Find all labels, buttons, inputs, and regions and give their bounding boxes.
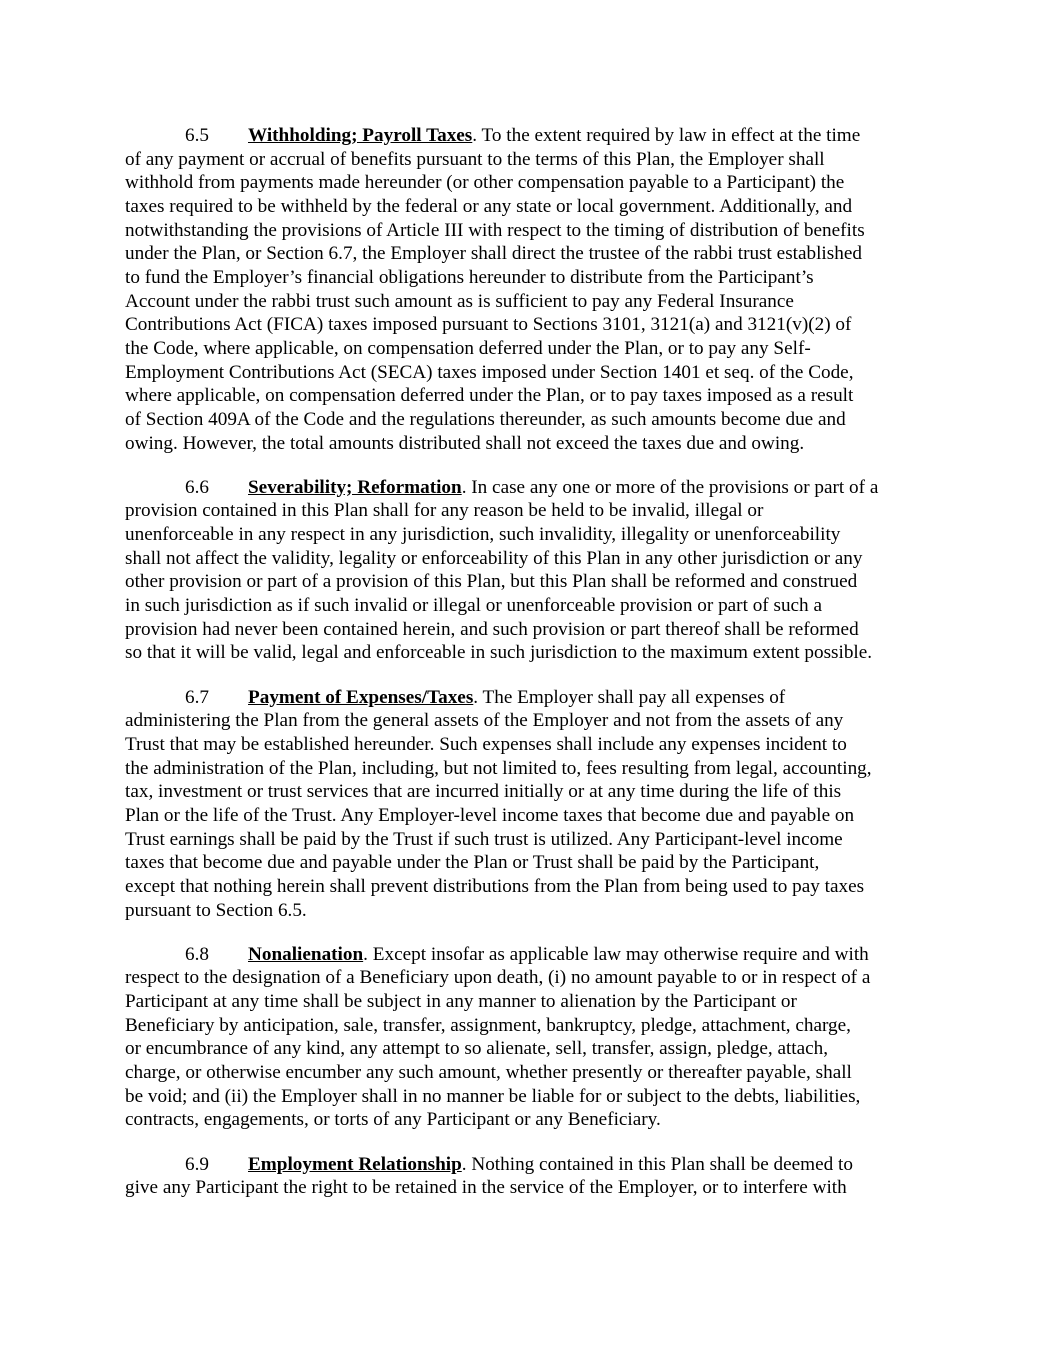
body-line: respect to the designation of a Beneficiary upon death, (i) no amount payable to or in respect of a — [125, 967, 871, 989]
section-6-9 — [125, 1153, 933, 1200]
body-line: in such jurisdiction as if such invalid or illegal or unenforceable provision or part of such a — [125, 595, 822, 617]
document-page — [125, 124, 933, 1221]
body-line: so that it will be valid, legal and enforceable in such jurisdiction to the maximum extent possible. — [125, 642, 873, 664]
section-first-line — [125, 124, 933, 148]
body-line: Trust earnings shall be paid by the Trust if such trust is utilized. Any Participant-level income — [125, 828, 843, 850]
body-line: administering the Plan from the general assets of the Employer and not from the assets of any — [125, 710, 844, 732]
body-line: unenforceable in any respect in any jurisdiction, such invalidity, illegality or unenforceability — [125, 524, 841, 546]
body-line: withhold from payments made hereunder (or other compensation payable to a Participant) the — [125, 172, 845, 194]
body-line: notwithstanding the provisions of Article III with respect to the timing of distribution of benefits — [125, 219, 865, 241]
body-line: tax, investment or trust services that are incurred initially or at any time during the life of this — [125, 781, 842, 803]
section-first-line-text: . Except insofar as applicable law may otherwise require and with — [363, 943, 869, 965]
body-line: other provision or part of a provision of this Plan, but this Plan shall be reformed and construed — [125, 571, 858, 593]
section-heading: Withholding; Payroll Taxes — [248, 125, 473, 146]
body-line: provision had never been contained herein, and such provision or part thereof shall be reformed — [125, 618, 859, 640]
body-line: the administration of the Plan, including, but not limited to, fees resulting from legal, accounting, — [125, 757, 872, 779]
body-line: of any payment or accrual of benefits pursuant to the terms of this Plan, the Employer shall — [125, 148, 825, 170]
section-number: 6.6 — [185, 476, 209, 498]
body-line: to fund the Employer’s financial obligations hereunder to distribute from the Participant’s — [125, 266, 814, 288]
section-number: 6.9 — [185, 1153, 209, 1175]
section-6-6 — [125, 476, 933, 665]
body-line: Employment Contributions Act (SECA) taxes imposed under Section 1401 et seq. of the Code, — [125, 361, 854, 383]
body-line: owing. However, the total amounts distributed shall not exceed the taxes due and owing. — [125, 432, 805, 454]
section-first-line-text: . Nothing contained in this Plan shall be deemed to — [461, 1153, 853, 1175]
section-heading: Employment Relationship — [248, 1153, 462, 1175]
body-line: be void; and (ii) the Employer shall in no manner be liable for or subject to the debts, liabilities, — [125, 1085, 861, 1107]
body-line: of Section 409A of the Code and the regulations thereunder, as such amounts become due and — [125, 408, 846, 430]
body-line: the Code, where applicable, on compensation deferred under the Plan, or to pay any Self- — [125, 337, 811, 359]
section-first-line — [125, 476, 933, 500]
body-line: charge, or otherwise encumber any such amount, whether presently or thereafter payable, shall — [125, 1062, 852, 1084]
section-6-8 — [125, 943, 933, 1132]
body-line: Contributions Act (FICA) taxes imposed pursuant to Sections 3101, 3121(a) and 3121(v)(2) of — [125, 314, 852, 336]
section-first-line-text: . The Employer shall pay all expenses of — [473, 686, 786, 708]
section-heading: Payment of Expenses/Taxes — [248, 686, 474, 708]
body-line: where applicable, on compensation deferred under the Plan, or to pay taxes imposed as a result — [125, 385, 854, 407]
body-line: taxes required to be withheld by the federal or any state or local government. Additionally, and — [125, 195, 853, 217]
section-6-5 — [125, 124, 933, 455]
section-first-line-text: . To the extent required by law in effect at the time — [472, 125, 861, 146]
body-line: Participant at any time shall be subject in any manner to alienation by the Participant or — [125, 991, 797, 1013]
section-first-line — [125, 943, 933, 967]
body-line: Plan or the life of the Trust. Any Employer-level income taxes that become due and payable on — [125, 804, 855, 826]
body-line: give any Participant the right to be retained in the service of the Employer, or to interfere with — [125, 1177, 847, 1199]
body-line: except that nothing herein shall prevent distributions from the Plan from being used to pay taxes — [125, 875, 865, 897]
body-line: or encumbrance of any kind, any attempt to so alienate, sell, transfer, assign, pledge, attach, — [125, 1038, 829, 1060]
section-number: 6.8 — [185, 943, 209, 965]
section-number: 6.7 — [185, 686, 209, 708]
section-first-line-text: . In case any one or more of the provisions or part of a — [461, 476, 879, 498]
body-line: provision contained in this Plan shall for any reason be held to be invalid, illegal or — [125, 500, 764, 522]
body-line: shall not affect the validity, legality or enforceability of this Plan in any other jurisdiction or any — [125, 547, 863, 569]
section-6-7 — [125, 686, 933, 923]
body-line: pursuant to Section 6.5. — [125, 899, 307, 921]
body-line: contracts, engagements, or torts of any Participant or any Beneficiary. — [125, 1109, 661, 1131]
section-first-line — [125, 686, 933, 710]
section-first-line — [125, 1153, 933, 1177]
section-heading: Nonalienation — [248, 943, 364, 965]
section-number: 6.5 — [185, 125, 209, 146]
body-line: taxes that become due and payable under the Plan or Trust shall be paid by the Participant, — [125, 852, 820, 874]
body-line: Beneficiary by anticipation, sale, transfer, assignment, bankruptcy, pledge, attachment, charge, — [125, 1014, 851, 1036]
body-line: Account under the rabbi trust such amount as is sufficient to pay any Federal Insurance — [125, 290, 794, 312]
body-line: Trust that may be established hereunder. Such expenses shall include any expenses incident to — [125, 733, 847, 755]
section-heading: Severability; Reformation — [248, 476, 462, 498]
body-line: under the Plan, or Section 6.7, the Employer shall direct the trustee of the rabbi trust established — [125, 243, 862, 265]
